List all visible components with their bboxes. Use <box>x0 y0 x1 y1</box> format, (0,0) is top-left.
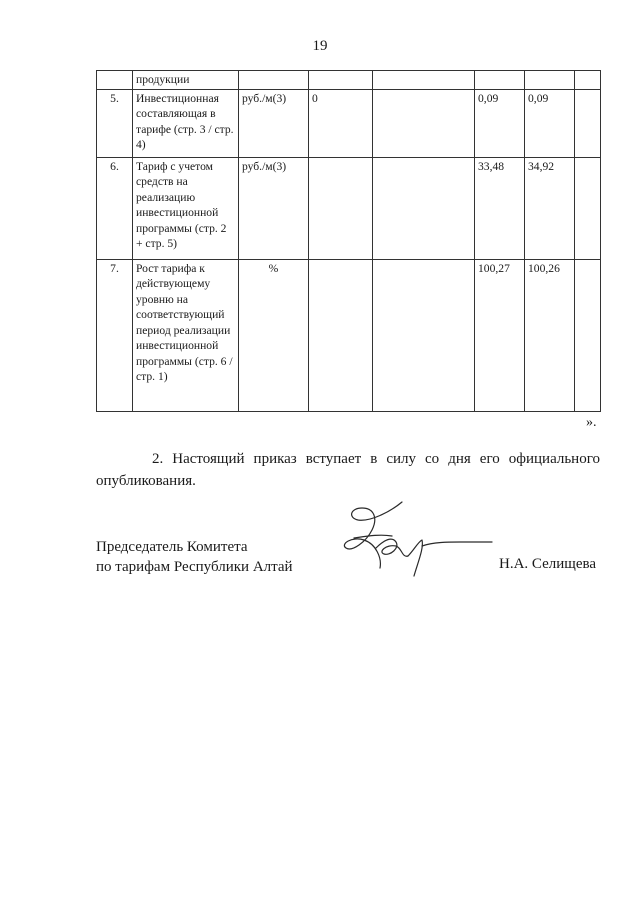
row-unit: руб./м(3) <box>239 89 309 157</box>
table-cell <box>575 157 601 259</box>
table-cell <box>373 89 475 157</box>
table-row <box>97 157 601 259</box>
table-cell <box>575 89 601 157</box>
handwritten-signature <box>330 496 500 586</box>
order-point-2: 2. Настоящий приказ вступает в силу со дня его официального опубликования. <box>96 451 600 489</box>
row-number: 6. <box>97 157 133 259</box>
signatory-title-line-1: Председатель Комитета <box>96 539 248 555</box>
table-cell: 33,48 <box>475 157 525 259</box>
table-cell <box>525 71 575 90</box>
table-cell <box>373 71 475 90</box>
signatory-title <box>96 537 293 577</box>
row-unit: % <box>239 259 309 411</box>
signatory-name: Н.А. Селищева <box>499 556 597 572</box>
table-row <box>97 259 601 411</box>
table-cell <box>239 71 309 90</box>
table-cell <box>575 71 601 90</box>
table-row <box>97 89 601 157</box>
table-cell: 100,26 <box>525 259 575 411</box>
table-cell: 0,09 <box>525 89 575 157</box>
row-indicator: Инвестиционная составляющая в тарифе (стр. 3 / стр. 4) <box>133 89 239 157</box>
table-cell <box>475 71 525 90</box>
row-number: 5. <box>97 89 133 157</box>
table-cell <box>309 259 373 411</box>
table-cell <box>97 71 133 90</box>
table-cell <box>575 259 601 411</box>
table-cell <box>309 71 373 90</box>
tariff-table <box>96 70 601 412</box>
signatory-title-line-2: по тарифам Республики Алтай <box>96 559 293 575</box>
table-row <box>97 71 601 90</box>
table-cell: продукции <box>133 71 239 90</box>
table-cell: 100,27 <box>475 259 525 411</box>
table-cell: 0,09 <box>475 89 525 157</box>
row-indicator: Тариф с учетом средств на реализацию инвестиционной программы (стр. 2 + стр. 5) <box>133 157 239 259</box>
table-cell: 0 <box>309 89 373 157</box>
row-unit: руб./м(3) <box>239 157 309 259</box>
table-cell <box>373 259 475 411</box>
closing-quote: ». <box>586 415 597 430</box>
page-number: 19 <box>312 38 328 54</box>
row-indicator: Рост тарифа к действующему уровню на соответствующий период реализации инвестиционной программы (стр. 6 / стр. 1) <box>133 259 239 411</box>
table-cell <box>309 157 373 259</box>
table-cell <box>373 157 475 259</box>
table-cell: 34,92 <box>525 157 575 259</box>
row-number: 7. <box>97 259 133 411</box>
